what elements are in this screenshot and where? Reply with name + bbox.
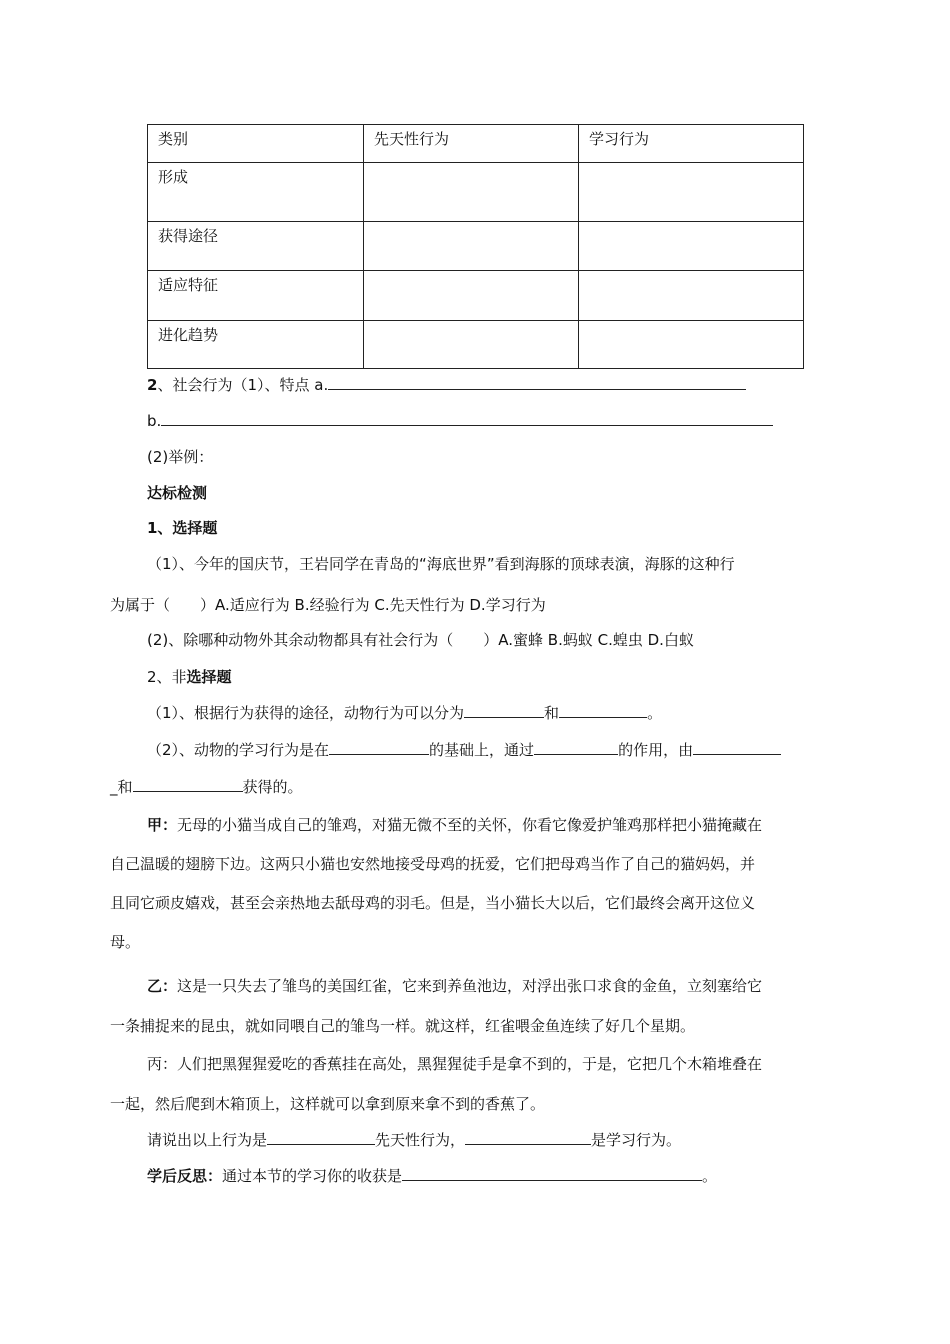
q2-number: 2	[147, 376, 158, 394]
table-row-label: 进化趋势	[148, 321, 364, 369]
passage-jia-text: 无母的小猫当成自己的雏鸡，对猫无微不至的关怀，你看它像爱护雏鸡那样把小猫掩藏在	[177, 816, 763, 834]
table-cell-blank[interactable]	[364, 222, 579, 271]
answer-blank[interactable]	[402, 1166, 702, 1181]
fill-2-via: 的基础上，通过	[429, 741, 535, 759]
reflection-line	[147, 1165, 717, 1186]
passage-bing-line-2: 一起，然后爬到木箱顶上，这样就可以拿到原来拿不到的香蕉了。	[110, 1095, 546, 1113]
answer-blank[interactable]	[693, 740, 781, 755]
section-title: 达标检测	[147, 484, 208, 502]
fill-1-and: 和	[544, 704, 560, 722]
table-cell-blank[interactable]	[364, 163, 579, 222]
social-behavior-line	[147, 374, 746, 395]
fill-question-2-cont	[110, 776, 303, 797]
passage-bing-line-1: 丙：人们把黑猩猩爱吃的香蕉挂在高处，黑猩猩徒手是拿不到的，于是，它把几个木箱堆叠在	[147, 1055, 763, 1073]
answer-blank[interactable]	[465, 1130, 591, 1145]
fill-question-2	[147, 739, 781, 760]
passage-yi-line-2: 一条捕捉来的昆虫，就如同喂自己的雏鸟一样。就这样，红雀喂金鱼连续了好几个星期。	[110, 1017, 696, 1035]
reflection-text: 通过本节的学习你的收获是	[222, 1167, 403, 1185]
fill-2-and: _和	[110, 778, 133, 796]
fill-1-text: （1）、根据行为获得的途径，动物行为可以分为	[147, 704, 465, 722]
passage-jia-line-1	[147, 814, 762, 835]
table-cell-blank[interactable]	[579, 222, 804, 271]
ask-text: 请说出以上行为是	[147, 1131, 268, 1149]
question-1-line-2: 为属于（ ）A.适应行为 B.经验行为 C.先天性行为 D.学习行为	[110, 596, 546, 614]
table-row-label: 适应特征	[148, 271, 364, 321]
table-row-label: 获得途径	[148, 222, 364, 271]
table-cell-blank[interactable]	[579, 271, 804, 321]
passage-yi-text: 这是一只失去了雏鸟的美国红雀，它来到养鱼池边，对浮出张口求食的金鱼，立刻塞给它	[177, 977, 763, 995]
table-row-label: 形成	[148, 163, 364, 222]
table-cell-blank[interactable]	[364, 271, 579, 321]
answer-blank[interactable]	[464, 703, 544, 718]
table-header-learned: 学习行为	[579, 125, 804, 163]
passage-jia-line-4: 母。	[110, 933, 141, 951]
table-cell-blank[interactable]	[579, 163, 804, 222]
answer-blank[interactable]	[133, 777, 243, 792]
answer-blank[interactable]	[559, 703, 647, 718]
question-1-line-1: （1）、今年的国庆节，王岩同学在青岛的“海底世界”看到海豚的顶球表演，海豚的这种行	[147, 555, 735, 573]
comparison-table	[147, 124, 804, 369]
reflection-label: 学后反思：	[147, 1167, 223, 1185]
table-cell-blank[interactable]	[364, 321, 579, 369]
table-header-category: 类别	[148, 125, 364, 163]
reflection-end: 。	[702, 1167, 718, 1185]
feature-b-line	[147, 411, 773, 430]
fill-2-end: 获得的。	[242, 778, 303, 796]
nonchoice-bold: 选择题	[186, 668, 232, 686]
feature-b-label: b.	[147, 412, 162, 430]
passage-jia-line-3: 且同它顽皮嬉戏，甚至会亲热地去舐母鸡的羽毛。但是，当小猫长大以后，它们最终会离开这位义	[110, 894, 756, 912]
nonchoice-prefix: 2、非	[147, 668, 187, 686]
fill-question-1	[147, 702, 662, 723]
answer-blank[interactable]	[161, 411, 773, 426]
answer-blank[interactable]	[328, 375, 746, 390]
table-cell-blank[interactable]	[579, 321, 804, 369]
passage-yi-label: 乙：	[147, 977, 178, 995]
ask-line	[147, 1129, 681, 1150]
fill-2-text: （2）、动物的学习行为是在	[147, 741, 330, 759]
question-2-line: (2)、除哪种动物外其余动物都具有社会行为（ ）A.蜜蜂 B.蚂蚁 C.蝗虫 D.白蚁	[147, 631, 694, 649]
ask-innate: 先天性行为，	[375, 1131, 466, 1149]
answer-blank[interactable]	[267, 1130, 375, 1145]
table-header-innate: 先天性行为	[364, 125, 579, 163]
answer-blank[interactable]	[329, 740, 429, 755]
passage-yi-line-1	[147, 975, 762, 996]
passage-jia-label: 甲：	[147, 816, 178, 834]
fill-1-end: 。	[647, 704, 663, 722]
nonchoice-title	[147, 666, 232, 687]
q2-label: 、社会行为（1）、特点 a.	[157, 376, 329, 394]
ask-learned: 是学习行为。	[591, 1131, 682, 1149]
passage-jia-line-2: 自己温暖的翅膀下边。这两只小猫也安然地接受母鸡的抚爱，它们把母鸡当作了自己的猫妈妈，并	[110, 855, 756, 873]
example-line: (2)举例：	[147, 448, 214, 466]
choice-title: 1、选择题	[147, 519, 218, 537]
fill-2-by: 的作用，由	[618, 741, 694, 759]
answer-blank[interactable]	[534, 740, 618, 755]
